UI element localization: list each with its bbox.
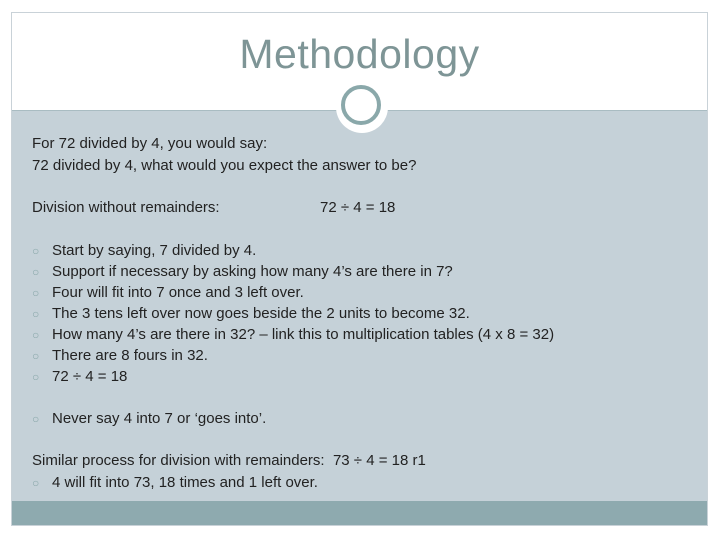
open-circle-bullet-icon: ○ [32,286,40,300]
step-item: ○ How many 4’s are there in 32? – link this to multiplication tables (4 x 8 = 32) [32,326,555,343]
step-item: ○ 72 ÷ 4 = 18 [32,368,128,385]
open-circle-bullet-icon: ○ [32,265,40,279]
footer-bar [12,501,707,525]
step-item: ○ Start by saying, 7 divided by 4. [32,242,257,259]
remainder-step-item: ○ 4 will fit into 73, 18 times and 1 left over. [32,474,318,491]
open-circle-bullet-icon: ○ [32,370,40,384]
step-item: ○ There are 8 fours in 32. [32,347,208,364]
step-item: ○ Support if necessary by asking how many 4’s are there in 7? [32,263,453,280]
remainder-label: Similar process for division with remainders: 73 ÷ 4 = 18 r1 [32,452,426,469]
open-circle-bullet-icon: ○ [32,328,40,342]
open-circle-bullet-icon: ○ [32,412,40,426]
no-remainder-equation: 72 ÷ 4 = 18 [320,199,396,216]
open-circle-bullet-icon: ○ [32,307,40,321]
intro-line-2: 72 divided by 4, what would you expect the answer to be? [32,157,417,174]
slide-body [12,111,707,503]
open-circle-bullet-icon: ○ [32,349,40,363]
no-remainder-label: Division without remainders: [32,199,220,216]
intro-line-1: For 72 divided by 4, you would say: [32,135,268,152]
open-circle-bullet-icon: ○ [32,476,40,490]
slide-title: Methodology [239,31,480,77]
step-item: ○ The 3 tens left over now goes beside the 2 units to become 32. [32,305,470,322]
open-circle-bullet-icon: ○ [32,244,40,258]
warning-item: ○ Never say 4 into 7 or ‘goes into’. [32,410,267,427]
step-item: ○ Four will fit into 7 once and 3 left over. [32,284,304,301]
remainder-equation: 73 ÷ 4 = 18 r1 [332,452,426,469]
slide [11,12,708,526]
